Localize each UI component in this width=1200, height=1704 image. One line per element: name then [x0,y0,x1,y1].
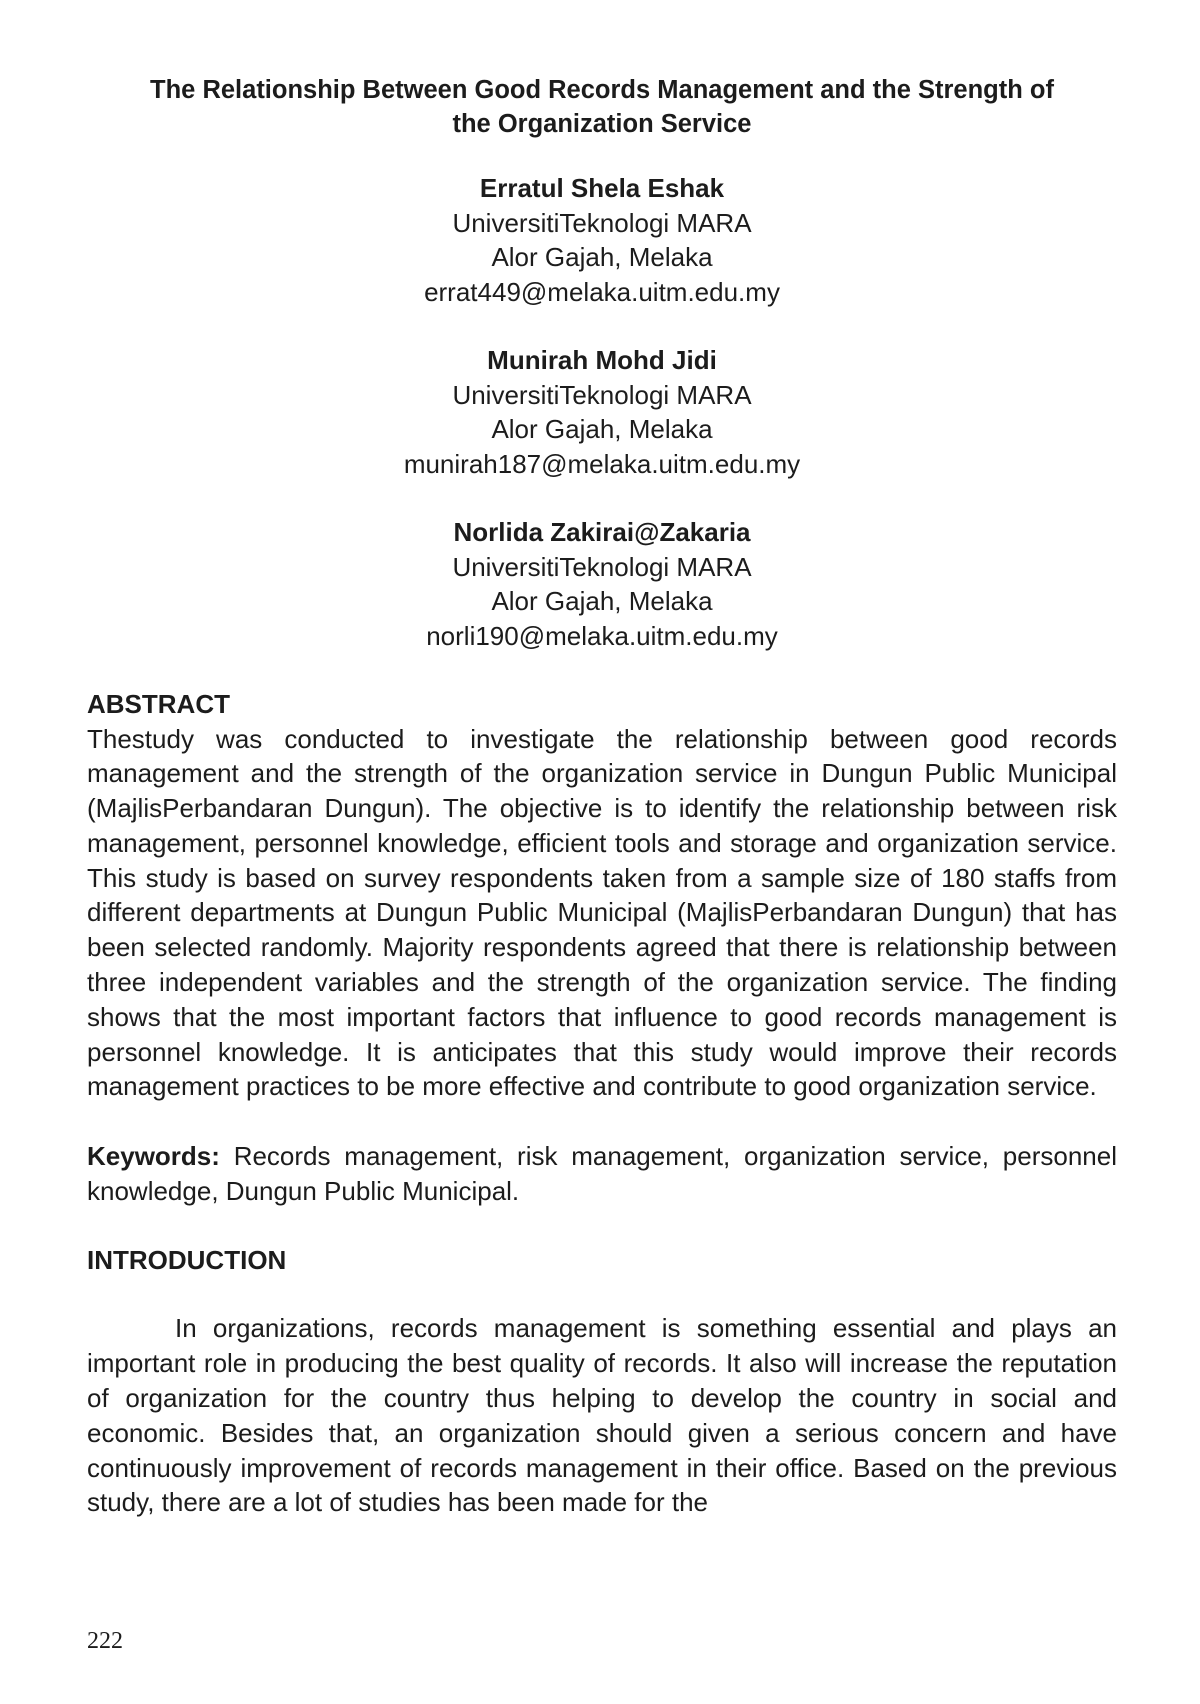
author-name: Erratul Shela Eshak [479,173,725,203]
keywords-label: Keywords: [87,1141,220,1172]
paper-title [87,73,1117,141]
author-email: errat449@melaka.uitm.edu.my [424,276,780,307]
introduction-text: In organizations, records management is something essential and plays an important role in producing the best quality of records. It also will increase the reputation of organization for the country thus helping to develop the country in social and economic. Besides that, an organization should given a serious concern and have continuously improvement of records management in their office. Based on the previous study, there are a lot of studies has been made for the [87,1313,1117,1518]
author-institution: UniversitiTeknologi MARA [452,379,752,410]
author-institution: UniversitiTeknologi MARA [452,207,752,238]
author-location: Alor Gajah, Melaka [491,242,713,272]
author-block-2 [87,343,1117,481]
keywords-text: Records management, risk management, organization service, personnel knowledge, Dungun Public Municipal. [87,1141,1117,1207]
author-location: Alor Gajah, Melaka [491,414,713,444]
author-email: munirah187@melaka.uitm.edu.my [403,448,801,479]
author-email: norli190@melaka.uitm.edu.my [426,620,778,651]
abstract-text: Thestudy was conducted to investigate the relationship between good records management and the strength of the organization service in Dungun Public Municipal (MajlisPerbandaran Dungun). The objective is to identify the relationship between risk management, personnel knowledge, efficient tools and storage and organization service. This study is based on survey respondents taken from a sample size of 180 staffs from different departments at Dungun Public Municipal (MajlisPerbandaran Dungun) that has been selected randomly. Majority respondents agreed that there is relationship between three independent variables and the strength of the organization service. The finding shows that the most important factors that influence to good records management is personnel knowledge. It is anticipates that this study would improve their records management practices to be more effective and contribute to good organization service. [87,723,1117,1102]
author-institution: UniversitiTeknologi MARA [452,551,752,582]
author-block-3 [87,515,1117,653]
paper-page [87,73,1117,1520]
keywords-paragraph [87,1139,1117,1209]
author-name: Norlida Zakirai@Zakaria [453,517,751,547]
author-location: Alor Gajah, Melaka [491,586,713,616]
paper-title-line-2: the Organization Service [452,110,752,138]
abstract-heading: ABSTRACT [87,689,230,719]
page-number: 222 [87,1628,123,1654]
author-block-1 [87,171,1117,309]
paper-title-line-1: The Relationship Between Good Records Management and the Strength of [150,76,1054,104]
author-name: Munirah Mohd Jidi [487,345,717,375]
introduction-heading: INTRODUCTION [87,1244,287,1275]
